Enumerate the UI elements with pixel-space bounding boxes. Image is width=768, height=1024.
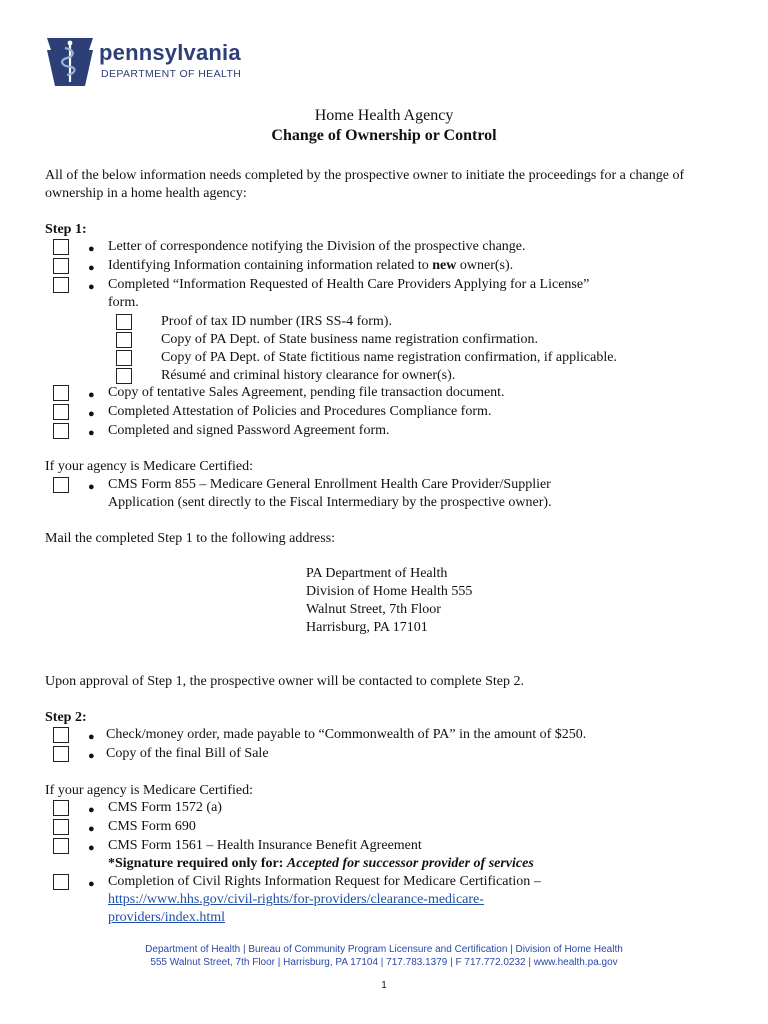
sub-item-text: Copy of PA Dept. of State fictitious name registration confirmation, if applicable. bbox=[161, 350, 617, 365]
document-title: Home Health Agency bbox=[314, 107, 454, 124]
mail-instruction: Mail the completed Step 1 to the following address: bbox=[45, 531, 336, 546]
checkbox[interactable] bbox=[53, 385, 69, 401]
bullet-icon: ● bbox=[88, 243, 95, 255]
bullet-icon: ● bbox=[88, 750, 95, 762]
checkbox[interactable] bbox=[116, 368, 132, 384]
address-line: PA Department of Health bbox=[306, 566, 448, 581]
keystone-logo-icon bbox=[45, 36, 95, 88]
list-item-text: Copy of tentative Sales Agreement, pending file transaction document. bbox=[108, 385, 505, 400]
checkbox[interactable] bbox=[53, 800, 69, 816]
logo-wordmark: pennsylvania bbox=[99, 40, 241, 65]
sub-item-text: Résumé and criminal history clearance for owner(s). bbox=[161, 368, 456, 383]
bullet-icon: ● bbox=[88, 731, 95, 743]
list-item-text: CMS Form 1561 – Health Insurance Benefit Agreement bbox=[108, 838, 422, 853]
address-line: Harrisburg, PA 17101 bbox=[306, 620, 428, 635]
page-number: 1 bbox=[381, 980, 387, 991]
bullet-icon: ● bbox=[88, 408, 95, 420]
checkbox[interactable] bbox=[53, 838, 69, 854]
link-line[interactable]: https://www.hhs.gov/civil-rights/for-providers/clearance-medicare- bbox=[108, 892, 484, 907]
step2-label: Step 2: bbox=[45, 710, 87, 725]
bullet-icon: ● bbox=[88, 823, 95, 835]
sub-item-text: Proof of tax ID number (IRS SS-4 form). bbox=[161, 314, 392, 329]
step1-label: Step 1: bbox=[45, 222, 87, 237]
list-item-text: Completed Attestation of Policies and Procedures Compliance form. bbox=[108, 404, 492, 419]
list-item-text: Completed and signed Password Agreement form. bbox=[108, 423, 390, 438]
checkbox[interactable] bbox=[53, 277, 69, 293]
list-item-text: Copy of the final Bill of Sale bbox=[106, 746, 269, 761]
checkbox[interactable] bbox=[116, 350, 132, 366]
list-item-text: Check/money order, made payable to “Commonwealth of PA” in the amount of $250. bbox=[106, 727, 587, 742]
checkbox[interactable] bbox=[53, 727, 69, 743]
address-line: Walnut Street, 7th Floor bbox=[306, 602, 441, 617]
checkbox[interactable] bbox=[53, 239, 69, 255]
list-item-text: CMS Form 855 – Medicare General Enrollment Health Care Provider/Supplier bbox=[108, 477, 551, 492]
checkbox[interactable] bbox=[53, 423, 69, 439]
checkbox[interactable] bbox=[53, 477, 69, 493]
list-item-text-continued: form. bbox=[108, 295, 139, 310]
civil-rights-link[interactable] bbox=[108, 891, 484, 909]
list-item-text: CMS Form 1572 (a) bbox=[108, 800, 222, 815]
pa-doh-logo bbox=[45, 36, 255, 88]
medicare-heading: If your agency is Medicare Certified: bbox=[45, 783, 253, 798]
bullet-icon: ● bbox=[88, 262, 95, 274]
bullet-icon: ● bbox=[88, 281, 95, 293]
checkbox[interactable] bbox=[53, 874, 69, 890]
checkbox[interactable] bbox=[53, 258, 69, 274]
medicare-heading: If your agency is Medicare Certified: bbox=[45, 459, 253, 474]
bullet-icon: ● bbox=[88, 842, 95, 854]
checkbox[interactable] bbox=[53, 746, 69, 762]
checkbox[interactable] bbox=[116, 332, 132, 348]
approval-note: Upon approval of Step 1, the prospective owner will be contacted to complete Step 2. bbox=[45, 674, 524, 689]
sub-item-text: Copy of PA Dept. of State business name registration confirmation. bbox=[161, 332, 539, 347]
logo-subtitle: DEPARTMENT OF HEALTH bbox=[101, 68, 242, 80]
checkbox[interactable] bbox=[53, 819, 69, 835]
bullet-icon: ● bbox=[88, 427, 95, 439]
bullet-icon: ● bbox=[88, 804, 95, 816]
intro-paragraph: All of the below information needs completed by the prospective owner to initiate the proceedings for a change of ownership in a home health agency: bbox=[45, 168, 685, 201]
signature-note: *Signature required only for: Accepted for successor provider of services bbox=[108, 856, 534, 871]
footer-line-1: Department of Health | Bureau of Community Program Licensure and Certification | Division of Home Health bbox=[145, 944, 623, 955]
footer-line-2: 555 Walnut Street, 7th Floor | Harrisburg, PA 17104 | 717.783.1379 | F 717.772.0232 | www.health.pa.gov bbox=[150, 957, 618, 968]
bullet-icon: ● bbox=[88, 878, 95, 890]
list-item-text: Completed “Information Requested of Health Care Providers Applying for a License” bbox=[108, 277, 590, 292]
document-subtitle: Change of Ownership or Control bbox=[271, 127, 497, 144]
list-item-text: Completion of Civil Rights Information Request for Medicare Certification – bbox=[108, 874, 541, 889]
list-item-text-continued: Application (sent directly to the Fiscal Intermediary by the prospective owner). bbox=[108, 495, 552, 510]
link-line[interactable]: providers/index.html bbox=[108, 910, 226, 925]
address-line: Division of Home Health 555 bbox=[306, 584, 473, 599]
list-item-text: CMS Form 690 bbox=[108, 819, 196, 834]
checkbox[interactable] bbox=[53, 404, 69, 420]
bullet-icon: ● bbox=[88, 481, 95, 493]
civil-rights-link-continued[interactable] bbox=[108, 909, 225, 927]
checkbox[interactable] bbox=[116, 314, 132, 330]
list-item-text: Identifying Information containing information related to new owner(s). bbox=[108, 258, 514, 273]
bullet-icon: ● bbox=[88, 389, 95, 401]
list-item-text: Letter of correspondence notifying the Division of the prospective change. bbox=[108, 239, 526, 254]
